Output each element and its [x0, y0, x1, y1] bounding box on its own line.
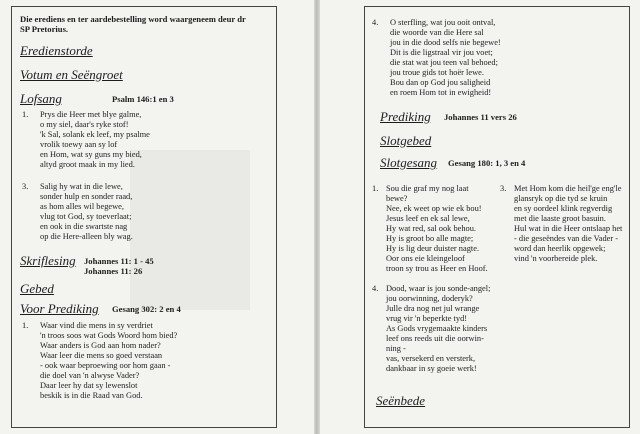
heading-slotgesang [380, 156, 437, 170]
verse-line: Sou die graf my nog laat [386, 184, 469, 193]
heading-prediking [380, 110, 431, 124]
verse-line: vrolik toewy aan sy lof [40, 140, 118, 149]
skriflesing-references [84, 256, 154, 276]
lofsang-reference: Psalm 146:1 en 3 [112, 94, 174, 104]
verse-line: en ook in die swartste nag [40, 222, 128, 231]
verse-line: O sterfling, wat jou ooit ontval, [390, 18, 496, 27]
reference-text: Gesang 180: 1, 3 en 4 [448, 158, 526, 168]
scripture-reference: Johannes 11: 1 - 45 [84, 256, 154, 266]
prediking-reference: Johannes 11 vers 26 [444, 112, 517, 122]
verse-line: vas, versekerd en versterk, [386, 354, 476, 363]
verse-line: op die Here-alleen bly wag. [40, 232, 133, 241]
scripture-reference: Johannes 11: 26 [84, 266, 143, 276]
verse-line: Nee, ek weet op wie ek bou! [386, 204, 482, 213]
verse-line: Oor ons eie kleingeloof [386, 254, 465, 263]
heading-slotgebed [380, 134, 431, 148]
page-fold [314, 0, 320, 434]
verse-line: o my siel, daar's ryke stof! [40, 120, 129, 129]
heading-gebed [20, 282, 54, 296]
verse-line: Dit is die ligstraal vir jou voet; [390, 48, 493, 57]
verse-number: 3. [500, 184, 507, 193]
verse-line: Hy is groot bo alle magte; [386, 234, 474, 243]
verse-line: glansryk op die tyd se kruin [514, 194, 608, 203]
verse-line: Julle dra nog net jul wrange [386, 304, 480, 313]
verse-line: as hom alles wil begewe, [40, 202, 124, 211]
verse-line: Daar leer hy dat sy lewenslot [40, 381, 138, 390]
verse-line: word dan heerlik opgewek; [514, 244, 606, 253]
intro-text [20, 14, 246, 34]
heading-votum [20, 68, 123, 82]
intro-line: Die erediens en ter aardebestelling word waargeneem deur dr [20, 14, 246, 24]
verse-line: Bou dan op God jou saligheid [390, 78, 491, 87]
verse-line: bewe? [386, 194, 408, 203]
verse-line: en Hom, wat sy guns my bied, [40, 150, 142, 159]
verse-line: altyd groot maak in my lied. [40, 160, 135, 169]
heading-text: Skriflesing [20, 253, 76, 268]
verse-line: 'n troos soos wat Gods Woord hom bied? [40, 331, 178, 340]
verse-line: vlug tot God, sy toeverlaat; [40, 212, 132, 221]
verse-line: die stat wat jou teen val behoed; [390, 58, 498, 67]
verse-line: ning - [386, 344, 406, 353]
verse-line: die doel van 'n alwyse Vader? [40, 371, 140, 380]
heading-text: Votum en Seëngroet [20, 67, 123, 82]
verse-line: Waar vind die mens in sy verdriet [40, 321, 153, 330]
verse-line: dankbaar in sy goeie werk! [386, 364, 477, 373]
verse-line: en roem Hom tot in ewigheid! [390, 88, 492, 97]
verse-line: jou troue gids tot hoër lewe. [390, 68, 484, 77]
verse-line: beskik is in die Raad van God. [40, 391, 143, 400]
verse-line: Prys die Heer met blye galme, [40, 110, 142, 119]
intro-line: SP Pretorius. [20, 24, 69, 34]
heading-skriflesing [20, 254, 76, 268]
verse-line: en sy oordeel klink regverdig [514, 204, 613, 213]
verse-line: troon sy trou as Heer en Hoof. [386, 264, 488, 273]
heading-seenbede [376, 394, 425, 408]
verse-number: 3. [22, 182, 29, 191]
verse-number: 1. [22, 110, 29, 119]
heading-text: Prediking [380, 109, 431, 124]
verse-line: leef ons reeds uit die oorwin- [386, 334, 484, 343]
heading-voor-prediking [20, 302, 99, 316]
verse-line: sonder hulp en sonder raad, [40, 192, 133, 201]
verse-line: vrug vir 'n beperkte tyd! [386, 314, 468, 323]
verse-line: Dood, waar is jou sonde-angel; [386, 284, 491, 293]
heading-eredienstorde [20, 44, 93, 58]
verse-line: Hy is lig deur duister nagte. [386, 244, 480, 253]
verse-line: Hy wat red, sal ook behou. [386, 224, 477, 233]
heading-text: Voor Prediking [20, 301, 99, 316]
verse-line: Waar anders is God aan hom nader? [40, 341, 161, 350]
verse-number: 4. [372, 284, 379, 293]
heading-text: Gebed [20, 281, 54, 296]
verse-line: Hul wat in die Heer ontslaap het [514, 224, 623, 233]
heading-text: Slotgesang [380, 155, 438, 170]
verse-line: met die laaste groot basuin. [514, 214, 606, 223]
heading-text: Seënbede [376, 393, 426, 408]
verse-line: jou oorwinning, doderyk? [386, 294, 473, 303]
verse-line: Met Hom kom die heil'ge eng'le [514, 184, 622, 193]
verse-line: - ook waar beproewing oor hom gaan - [40, 361, 171, 370]
heading-lofsang [20, 92, 62, 106]
verse-line: Waar leer die mens so goed verstaan [40, 351, 163, 360]
heading-text: Lofsang [20, 91, 62, 106]
verse-line: die woorde van die Here sal [390, 28, 484, 37]
voor-prediking-reference: Gesang 302: 2 en 4 [112, 304, 181, 314]
verse-number: 4. [372, 18, 379, 27]
verse-line: jou in die dood selfs nie begewe! [390, 38, 501, 47]
verse-line: As Gods vrygemaakte kinders [386, 324, 488, 333]
verse-line: Jesus leef en ek sal lewe, [386, 214, 470, 223]
heading-text: Slotgebed [380, 133, 432, 148]
verse-number: 1. [22, 321, 29, 330]
verse-number: 1. [372, 184, 379, 193]
verse-line: vind 'n voorbereide plek. [514, 254, 598, 263]
slotgesang-reference [448, 158, 525, 168]
verse-line: Salig hy wat in die lewe, [40, 182, 123, 191]
heading-text: Eredienstorde [20, 43, 93, 58]
verse-line: 'k Sal, solank ek leef, my psalme [40, 130, 150, 139]
verse-line: - die geseëndes van die Vader - [514, 234, 619, 243]
